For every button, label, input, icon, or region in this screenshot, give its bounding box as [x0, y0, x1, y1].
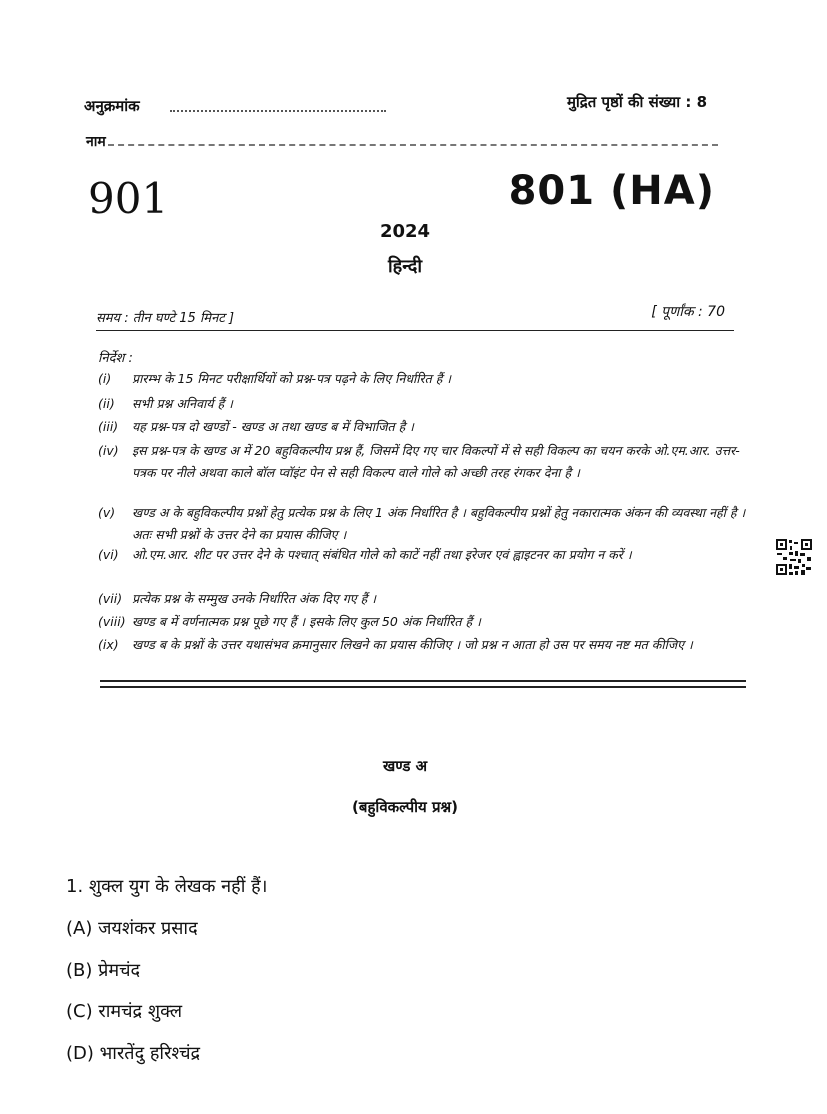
instruction-item — [98, 544, 758, 566]
instruction-item — [98, 502, 758, 546]
instruction-item — [98, 416, 758, 438]
instruction-number: (vi) — [98, 547, 119, 562]
instruction-number: (ix) — [98, 637, 119, 652]
instruction-text: खण्ड ब में वर्णनात्मक प्रश्न पूछे गए हैं । इसके लिए कुल 50 अंक निर्धारित हैं । — [132, 614, 481, 629]
instruction-number: (viii) — [98, 614, 126, 629]
roll-number-label: अनुक्रमांक — [84, 97, 140, 115]
instruction-text: प्रारम्भ के 15 मिनट परीक्षार्थियों को प्रश्न-पत्र पढ़ने के लिए निर्धारित हैं । — [132, 371, 452, 386]
instruction-number: (iii) — [98, 419, 119, 434]
instruction-text: ओ.एम.आर. शीट पर उत्तर देने के पश्चात् संबंधित गोले को काटें नहीं तथा इरेजर एवं ह्वाइटनर का प्रयोग न करें । — [132, 547, 632, 562]
option-a: (A) जयशंकर प्रसाद — [66, 918, 198, 939]
option-b: (B) प्रेमचंद — [66, 960, 141, 981]
instruction-number: (vii) — [98, 591, 123, 606]
paper-code: 801 (HA) — [508, 168, 715, 214]
instruction-text: खण्ड ब के प्रश्नों के उत्तर यथासंभव क्रमानुसार लिखने का प्रयास कीजिए । जो प्रश्न न आता हो उस पर समय नष्ट मत कीजिए । — [132, 637, 693, 652]
instruction-number: (iv) — [98, 443, 119, 458]
name-label: नाम — [86, 134, 106, 150]
name-field — [108, 134, 718, 146]
instruction-number: (v) — [98, 505, 116, 520]
roll-number-field — [170, 96, 386, 112]
option-c: (C) रामचंद्र शुक्ल — [66, 1001, 183, 1022]
paper-code-handwritten: 901 — [88, 174, 169, 223]
section-subtitle: (बहुविकल्पीय प्रश्न) — [352, 798, 458, 816]
instruction-number: (i) — [98, 371, 112, 386]
option-d: (D) भारतेंदु हरिश्चंद्र — [66, 1043, 201, 1064]
instruction-item — [98, 393, 758, 415]
instructions-title: निर्देश : — [98, 351, 133, 366]
instruction-item — [98, 588, 758, 610]
exam-year: 2024 — [379, 221, 431, 242]
printed-pages-count: मुद्रित पृष्ठों की संख्या : 8 — [566, 93, 707, 111]
subject-title: हिन्दी — [387, 256, 422, 277]
time-allowed: समय : तीन घण्टे 15 मिनट ] — [96, 311, 235, 326]
instruction-item — [98, 368, 758, 390]
instruction-text: इस प्रश्न-पत्र के खण्ड अ में 20 बहुविकल्पीय प्रश्न हैं, जिसमें दिए गए चार विकल्पों में से सही विकल्प का चयन करके ओ.एम.आर. उत्तर-पत्रक पर नीले अथवा काले बॉल प्वॉइंट पेन से सही विकल्प वाले गोले को अच्छी तरह रंगकर देना है । — [132, 443, 740, 480]
instruction-text: प्रत्येक प्रश्न के सम्मुख उनके निर्धारित अंक दिए गए हैं । — [132, 591, 376, 606]
qr-code-icon — [775, 538, 813, 576]
double-divider — [100, 680, 746, 688]
instruction-text: खण्ड अ के बहुविकल्पीय प्रश्नों हेतु प्रत्येक प्रश्न के लिए 1 अंक निर्धारित है । बहुविकल्पीय प्रश्नों हेतु नकारात्मक अंकन की व्यवस्था नहीं है । अतः सभी प्रश्नों के उत्तर देने का प्रयास कीजिए । — [132, 505, 746, 542]
maximum-marks: [ पूर्णांक : 70 — [651, 304, 725, 320]
divider — [96, 330, 734, 331]
instruction-item — [98, 440, 758, 484]
instruction-item — [98, 634, 758, 656]
section-title: खण्ड अ — [382, 757, 428, 775]
instruction-text: यह प्रश्न-पत्र दो खण्डों - खण्ड अ तथा खण्ड ब में विभाजित है । — [132, 419, 414, 434]
instruction-number: (ii) — [98, 396, 115, 411]
instruction-item — [98, 611, 758, 633]
instruction-text: सभी प्रश्न अनिवार्य हैं । — [132, 396, 233, 411]
question-text: 1. शुक्ल युग के लेखक नहीं हैं। — [66, 876, 268, 897]
